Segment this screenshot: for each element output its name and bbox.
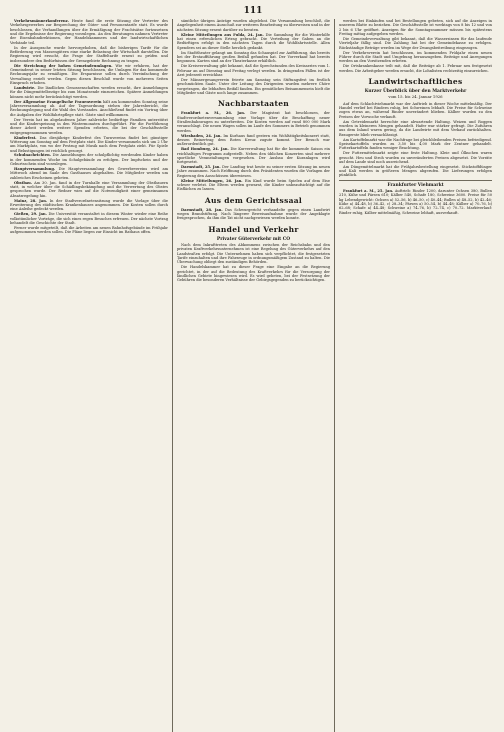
article-text: Der Männergesangverein feierte am Samstag sein Stiftungsfest im festlich geschmückten Saale. Unter der Leitung des Dirigenten wurden mehrere Chöre vorgetragen, die lebhaften Beifall fanden. Ein gemütliches Beisammensein hielt die Mitglieder und Gäste noch lange zusammen.	[177, 77, 330, 95]
article-lead: Bad Homburg, 24. Jan.	[181, 147, 231, 152]
article-lead: Frankfurt a. M., 25. Jan.	[343, 189, 395, 194]
article-text: In der Aussprache wurde hervorgehoben, daß die bisherigen Tarife für die Beförderung von Massengütern eine starke Belastung der Wirtschaft darstellen. Die Regierung wird ersucht, die Frage der Staffeltarife erneut zu prüfen und insbesondere den Bedürfnissen der Grenzgebiete Rechnung zu tragen.	[10, 45, 168, 63]
article-text: Nach dem Inkrafttreten des Abkommens zwischen der Reichsbahn und den privaten Kraftverkehrsunternehmen ist eine Regelung des Güterverkehrs auf den Landstraßen erfolgt. Die Unternehmen haben sich verpflichtet, die festgesetzten Tarife einzuhalten und ihre Fahrzeuge in ordnungsmäßigem Zustand zu halten. Die Überwachung obliegt den zuständigen Behörden.	[177, 243, 330, 265]
article-text: Der Verein hat im abgelaufenen Jahre zahlreiche bedürftige Familien unterstützt und die Kinderspeisung in den Wintermonaten durchgeführt. Für die Fortführung dieser Arbeit werden weitere Spenden erbeten, die bei der Geschäftsstelle entgegengenommen werden.	[10, 117, 168, 135]
article-lead: Darmstadt, 28. Jan.	[181, 207, 226, 212]
article-lead: Die Streichung der hohen Gemeindeumlagen.	[14, 63, 116, 68]
article-paragraph	[177, 243, 330, 265]
article-paragraph	[339, 51, 492, 64]
article-lead: Kleine Mitteilungen aus Fulda, 24. Jan.	[181, 32, 266, 37]
article-text: sämtliche übrigen Anträge wurden abgelehnt. Die Versammlung beschloß, die Angelegenheit einem Ausschuß zur weiteren Bearbeitung zu überweisen und in der nächsten Sitzung erneut darüber zu beraten.	[177, 19, 331, 32]
section-title-gerichtssaal: Aus dem Gerichtssaal	[204, 195, 303, 205]
article-paragraph	[339, 102, 492, 119]
article-paragraph	[339, 151, 492, 164]
section-dateline-landwirtschaft: vom 15. bis 24. Januar 1926	[388, 94, 443, 100]
page-number: 111	[243, 6, 263, 16]
article-lead: Kinderfest.	[14, 135, 40, 140]
article-text: Die Handelskammer hat zu dieser Frage eine Eingabe an die Regierung gerichtet, in der auf die Bedeutung des Kraftverkehrs für die Versorgung der ländlichen Gebiete hingewiesen wird. Es wird gebeten, bei der Festsetzung der Gebühren die besonderen Verhältnisse der Gebirgsgegenden zu berücksichtigen.	[177, 265, 330, 283]
article-paragraph	[339, 64, 492, 73]
article-text: Am 30. Jan. fand in der Turnhalle eine Versammlung der Obstbauern statt, in welcher über die Schädlingsbekämpfung und die Verwertung des Obstes gesprochen wurde. Der Redner wies auf die Notwendigkeit einer gemeinsamen Absatzregelung hin.	[10, 180, 168, 198]
article-text: Die Gemeindeverwaltung gibt bekannt, daß die Wasserzinsen für das laufende Vierteljahr fällig sind. Die Zahlung hat bei der Gemeindekasse zu erfolgen. Rückständige Beträge werden im Wege der Zwangsbeitreibung eingezogen.	[339, 36, 492, 50]
article-text: Auf dem Schlachtviehmarkt war der Auftrieb in dieser Woche mittelmäßig. Der Handel verlief bei Rindern ruhig, bei Schweinen lebhaft. Die Preise für Schweine zogen etwas an, während Rinder unverändert blieben. Kälber wurden zu den Preisen der Vorwoche verkauft.	[339, 101, 492, 119]
article-paragraph	[339, 189, 492, 215]
article-paragraph	[177, 179, 330, 192]
article-paragraph	[10, 136, 168, 153]
article-lead: Obstbau.	[14, 180, 35, 185]
article-text: Am Kartoffelmarkt war die Nachfrage bei gleichbleibenden Preisen befriedigend. Speisekartoffeln wurden zu 3,50 bis 4,00 Mark der Zentner gehandelt. Futterkartoffeln fanden weniger Beachtung.	[339, 137, 492, 151]
article-paragraph	[10, 118, 168, 135]
article-paragraph	[10, 226, 168, 235]
article-lead: Darmstadt, 25. Jan.	[181, 165, 223, 170]
section-title-viehmarkt: Frankfurter Viehmarkt	[387, 182, 444, 188]
article-text: Die Hauptversammlung des Gewerbevereins wird am Mittwoch abend im Saale des Gasthauses abgehalten. Die Mitglieder werden um zahlreiches Erscheinen gebeten.	[10, 167, 168, 180]
article-text: Auftrieb: Rinder 1200, darunter Ochsen 380, Bullen 210, Kühe und Färsen 610; Kälber 540, Schafe 180, Schweine 3600. Preise für 50 kg Lebendgewicht: Ochsen a) 52–56, b) 46–50, c) 40–44; Bullen a) 48–52, b) 42–46; Kühe a) 44–48, b) 36–42, c) 28–34; Färsen a) 50–54, b) 44–48; Kälber a) 70–76, b) 62–68; Schafe a) 44–48; Schweine a) 74–76, b) 72–74, c) 70–72. Marktverlauf: Rinder ruhig, Kälber mittelmäßig, Schweine lebhaft, ausverkauft.	[339, 189, 492, 215]
article-text: Der Verkehrsverein hat beschlossen, im kommenden Frühjahr einen neuen Führer durch die Stadt und Umgebung herauszugeben. Beiträge und Anregungen werden an den Vorsitzenden erbeten.	[339, 50, 492, 64]
article-paragraph	[177, 165, 330, 178]
article-paragraph	[177, 111, 330, 133]
article-text: Das diesjährige Kinderfest des Turnvereins findet bei günstiger Witterung am Sonntag auf dem Festplatz statt. Die Kinder versammeln sich um 2 Uhr am Marktplatz, von wo der Festzug mit Musik nach dem Festplatz zieht. Für Spiele und Belustigungen ist reichlich gesorgt.	[10, 135, 168, 153]
divider	[339, 180, 492, 181]
article-text: Der Magistrat hat beschlossen, der Stadtverordnetenversammlung eine Vorlage über die Beschaffung neuer Straßenbahnwagen zu unterbreiten. Die Kosten werden auf rund 800 000 Mark veranschlagt. Die neuen Wagen sollen im Laufe des Sommers in Betrieb genommen werden.	[177, 111, 331, 133]
article-paragraph	[177, 134, 330, 147]
article-text: Das Schwurgericht verhandelte gegen einen Landwirt wegen Brandstiftung. Nach längerer Beweisaufnahme wurde der Angeklagte freigesprochen, da ihm die Tat nicht nachgewiesen werden konnte.	[177, 207, 330, 221]
article-paragraph	[339, 138, 492, 151]
article-text: Der Futtermittelmarkt zeigte eine feste Haltung. Kleie und Ölkuchen waren gesucht. Heu und Stroh wurden zu unveränderten Preisen abgesetzt. Die Vorräte auf dem Lande sind noch ausreichend.	[339, 151, 492, 164]
article-text: werden bei Einkäufen und bei Bestellungen gebeten, sich auf die Anzeigen in unserem Blatte zu beziehen. Die Geschäftsstelle ist werktags von 8 bis 12 und von 2 bis 6 Uhr geöffnet. Anzeigen für die Sonntagsnummer müssen bis spätestens Freitag mittag aufgegeben werden.	[339, 19, 492, 37]
article-paragraph	[177, 51, 330, 64]
article-text: Heute fand die erste Sitzung der Vertreter des Verkehrsgewerbes zur Besprechung der Güter- und Personentarife statt. Es wurde beschlossen, die Verhandlungen über die Ermäßigung der Frachtsätze fortzusetzen und die Ergebnisse der Regierung vorzulegen. An den Beratungen nahmen Vertreter der Eisenbahndirektionen, der Handelskammern und der landwirtschaftlichen Verbände teil.	[10, 19, 168, 45]
article-text: Der Landtag trat heute zu seiner ersten Sitzung im neuen Jahre zusammen. Nach Eröffnung durch den Präsidenten wurden die Vorlagen der Regierung den Ausschüssen überwiesen.	[177, 165, 330, 178]
article-text: Die Sammlung für die Winterhilfe hat einen erfreulichen Ertrag gebracht. Die Verteilung der Gaben an die Bedürftigen erfolgt in den nächsten Tagen durch die Wohlfahrtsstelle. Allen Spendern sei an dieser Stelle herzlich gedankt.	[177, 32, 330, 50]
article-lead: Der Allgemeine Evangelische Frauenverein	[14, 99, 103, 104]
section-title-handel: Handel und Verkehr	[208, 224, 299, 234]
article-lead: Wiesbaden, 24. Jan.	[181, 133, 224, 138]
section-subtitle-landwirtschaft: Kurzer Überblick über den Marktverkehr	[364, 88, 467, 94]
article-paragraph	[177, 78, 330, 95]
article-lead: Schulnachrichten.	[14, 153, 53, 158]
article-text: Ferner wurde mitgeteilt, daß die Arbeiten am neuen Bahnhofsgebäude im Frühjahr aufgenommen werden sollen. Die Pläne liegen zur Einsicht im Rathaus offen.	[10, 225, 168, 235]
article-lead: Gießen, 29. Jan.	[14, 212, 49, 217]
article-paragraph	[339, 120, 492, 137]
article-paragraph	[10, 199, 168, 212]
article-paragraph	[10, 167, 168, 180]
column-1	[10, 19, 172, 732]
article-paragraph	[339, 37, 492, 50]
article-paragraph	[177, 208, 330, 221]
article-text: Im Kurhaus fand gestern ein Wohltätigkeitskonzert statt, dessen Reinertrag dem Roten Kreuz zugute kommt. Der Besuch war außerordentlich gut.	[177, 133, 330, 147]
article-lead: Landwirte.	[14, 85, 38, 90]
article-text: Die ländlichen Genossenschaften werden ersucht, ihre Anmeldungen für die Düngemittelbezüge bis zum Monatsende einzureichen. Spätere Anmeldungen können nicht mehr berücksichtigt werden.	[10, 85, 168, 99]
article-text: hält am kommenden Sonntag seine Jahresversammlung ab. Auf der Tagesordnung stehen der Jahresbericht, die Rechnungslegung und die Wahl des Vorstandes. Anschließend findet ein Vortrag über die Aufgaben der Wohlfahrtspflege statt. Gäste sind willkommen.	[10, 99, 169, 117]
column-3	[334, 19, 496, 732]
article-text: Die Anmeldungen der schulpflichtig werdenden Kinder haben in der kommenden Woche im Schulgebäude zu erfolgen. Der Impfschein und der Geburtsschein sind vorzulegen.	[10, 153, 168, 167]
article-paragraph	[10, 212, 168, 225]
article-paragraph	[10, 86, 168, 99]
article-paragraph	[339, 19, 492, 36]
article-text: Im Stadttheater gelangt am Sonntag das Schauspiel zur Aufführung, das bereits bei der Erstaufführung großen Beifall gefunden hat. Der Vorverkauf hat bereits begonnen. Karten sind an der Theaterkasse erhältlich.	[177, 50, 330, 64]
article-text: Die Kurverwaltung hat für die kommende Saison ein reichhaltiges Programm aufgestellt. Neben den üblichen Konzerten sind mehrere sportliche Veranstaltungen vorgesehen. Der Ausbau der Kuranlagen wird fortgesetzt.	[177, 147, 330, 165]
article-paragraph	[10, 181, 168, 198]
article-paragraph	[10, 64, 168, 86]
article-paragraph	[177, 64, 330, 77]
article-paragraph	[10, 153, 168, 166]
article-lead: Verkehrsmännerkonferenz.	[14, 19, 72, 23]
article-text: Ein Kind wurde beim Spielen auf dem Eise schwer verletzt. Die Eltern werden gewarnt, die Kinder unbeaufsichtigt auf die Eisflächen zu lassen.	[177, 178, 330, 192]
article-lead: Kleine Mitteilungen, 26. Jan.	[181, 178, 245, 183]
article-paragraph	[177, 265, 330, 282]
article-lead: Mainz, 28. Jan.	[14, 198, 50, 203]
article-text: Die Kreisverwaltung gibt bekannt, daß die Sprechstunden des Kreisarztes vom 1. Februar an auf Dienstag und Freitag verlegt werden. In dringenden Fällen ist der Arzt jederzeit erreichbar.	[177, 64, 330, 77]
article-paragraph	[10, 100, 168, 117]
article-paragraph	[339, 165, 492, 178]
section-title-landwirtschaft: Landwirtschaftliches	[368, 76, 463, 86]
section-title-nachbarstaaten: Nachbarstaaten	[217, 99, 290, 109]
article-paragraph	[10, 19, 168, 45]
columns	[10, 19, 496, 732]
article-paragraph	[10, 46, 168, 63]
article-text: Am Düngemittelmarkt hat die Frühjahrsbestellung eingesetzt. Stickstoffdünger und Kali werden in größeren Mengen abgerufen. Die Lieferungen erfolgen pünktlich.	[339, 164, 492, 178]
article-text: Die Universität veranstaltet in diesem Winter wieder eine Reihe volkstümlicher Vorträge, die sich eines regen Besuches erfreuen. Der nächste Vortrag behandelt die Geschichte der Stadt.	[10, 212, 168, 225]
article-lead: Hauptversammlung.	[14, 167, 59, 172]
article-text: Wie wir erfahren, hat der Gemeinderat in seiner letzten Sitzung beschlossen, die Umlagen für das kommende Rechnungsjahr zu ermäßigen. Die Ersparnisse sollen durch Vereinfachung der Verwaltung erzielt werden. Gegen diesen Beschluß wurde von mehreren Seiten Einspruch erhoben.	[10, 63, 168, 85]
article-lead: Frankfurt a. M., 26. Jan.	[181, 111, 251, 116]
article-text: In der Stadtverordnetensitzung wurde die Vorlage über die Erweiterung des städtischen Krankenhauses angenommen. Die Kosten sollen durch eine Anleihe gedeckt werden.	[10, 198, 168, 212]
article-text: Die Ortskrankenkasse teilt mit, daß die Beiträge ab 1. Februar neu festgesetzt werden. Die Arbeitgeber werden ersucht, die Lohnlisten rechtzeitig einzureichen.	[339, 64, 492, 73]
column-2	[172, 19, 334, 732]
article-paragraph	[177, 33, 330, 50]
article-paragraph	[177, 19, 330, 32]
article-paragraph	[177, 147, 330, 164]
article-text: Am Getreidemarkt herrschte eine abwartende Haltung. Weizen und Roggen wurden in kleineren Mengen gehandelt. Hafer war stärker gefragt. Die Zufuhren aus dem Inland waren gering, da die Landwirte mit dem Verkauf zurückhalten. Braugerste blieb vernachlässigt.	[339, 119, 492, 137]
section-subtitle-handel: Privater Güterverkehr mit CO	[216, 236, 291, 242]
